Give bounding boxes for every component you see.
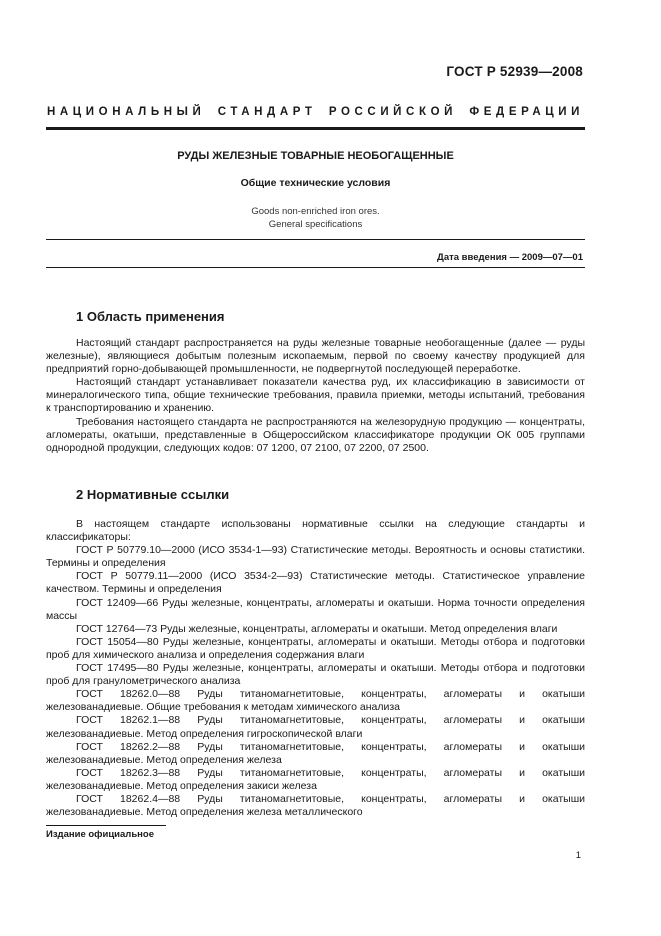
section-1-body xyxy=(46,337,585,455)
paragraph: Настоящий стандарт устанавливает показатели качества руд, их классификацию в зависимости от минералогического типа, общие технические требования, правила приемки, методы испытаний, требования к транспортированию и хранению. xyxy=(46,376,585,415)
section-1-title: 1 Область применения xyxy=(76,309,225,324)
reference-item: ГОСТ Р 50779.11—2000 (ИСО 3534-2—93) Статистические методы. Статистическое управление качеством. Термины и определения xyxy=(46,570,585,596)
english-title xyxy=(46,205,585,231)
header-rule xyxy=(46,127,585,130)
english-title-line-1: Goods non-enriched iron ores. xyxy=(251,206,380,217)
date-rule xyxy=(46,267,585,268)
reference-item: ГОСТ 18262.1—88 Руды титаномагнетитовые, концентраты, агломераты и окатыши железованадиевые. Метод определения гигроскопической влаги xyxy=(46,714,585,740)
paragraph: Требования настоящего стандарта не распространяются на железорудную продукцию — концентраты, агломераты, окатыши, представленные в Общероссийском классификаторе продукции ОК 005 группами однородной продукции, следующих кодов: 07 1200, 07 2100, 07 2200, 07 2500. xyxy=(46,415,585,454)
reference-item: ГОСТ Р 50779.10—2000 (ИСО 3534-1—93) Статистические методы. Вероятность и основы статистики. Термины и определения xyxy=(46,544,585,570)
reference-item: ГОСТ 18262.2—88 Руды титаномагнетитовые, концентраты, агломераты и окатыши железованадиевые. Метод определения железа xyxy=(46,740,585,766)
reference-item: ГОСТ 18262.4—88 Руды титаномагнетитовые, концентраты, агломераты и окатыши железованадиевые. Метод определения железа металлического xyxy=(46,792,585,819)
page-number: 1 xyxy=(575,850,581,861)
official-edition-label: Издание официальное xyxy=(46,829,154,840)
paragraph: Настоящий стандарт распространяется на руды железные товарные необогащенные (далее — руды железные), являющиеся добытым полезным ископаемым, первой по своему качеству продукцией для предприятий горно-добывающей промышленности, не подвергнутой последующей переработке. xyxy=(46,337,585,376)
title-rule xyxy=(46,239,585,240)
reference-item: ГОСТ 18262.0—88 Руды титаномагнетитовые, концентраты, агломераты и окатыши железованадиевые. Общие требования к методам химического анализа xyxy=(46,688,585,714)
document-number: ГОСТ Р 52939—2008 xyxy=(446,64,583,79)
footer-rule xyxy=(46,825,166,826)
reference-item: ГОСТ 12764—73 Руды железные, концентраты, агломераты и окатыши. Метод определения влаги xyxy=(76,622,558,635)
document-subtitle: Общие технические условия xyxy=(240,177,391,189)
english-title-line-2: General specifications xyxy=(268,219,363,230)
reference-item: ГОСТ 15054—80 Руды железные, концентраты, агломераты и окатыши. Методы отбора и подготовки проб для химического анализа и определения содержания влаги xyxy=(46,635,585,661)
national-standard-banner: НАЦИОНАЛЬНЫЙ СТАНДАРТ РОССИЙСКОЙ ФЕДЕРАЦИИ xyxy=(47,106,584,118)
document-title: РУДЫ ЖЕЛЕЗНЫЕ ТОВАРНЫЕ НЕОБОГАЩЕННЫЕ xyxy=(177,150,454,162)
reference-item: ГОСТ 18262.3—88 Руды титаномагнетитовые, концентраты, агломераты и окатыши железованадиевые. Метод определения закиси железа xyxy=(46,766,585,792)
reference-item: ГОСТ 17495—80 Руды железные, концентраты, агломераты и окатыши. Методы отбора и подготовки проб для гранулометрического анализа xyxy=(46,662,585,688)
introduction-date: Дата введения — 2009—07—01 xyxy=(437,252,583,263)
paragraph: В настоящем стандарте использованы нормативные ссылки на следующие стандарты и классификаторы: xyxy=(46,518,585,544)
section-2-body xyxy=(46,518,585,819)
section-2-title: 2 Нормативные ссылки xyxy=(76,487,230,502)
reference-item: ГОСТ 12409—66 Руды железные, концентраты, агломераты и окатыши. Норма точности определения массы xyxy=(46,596,585,622)
